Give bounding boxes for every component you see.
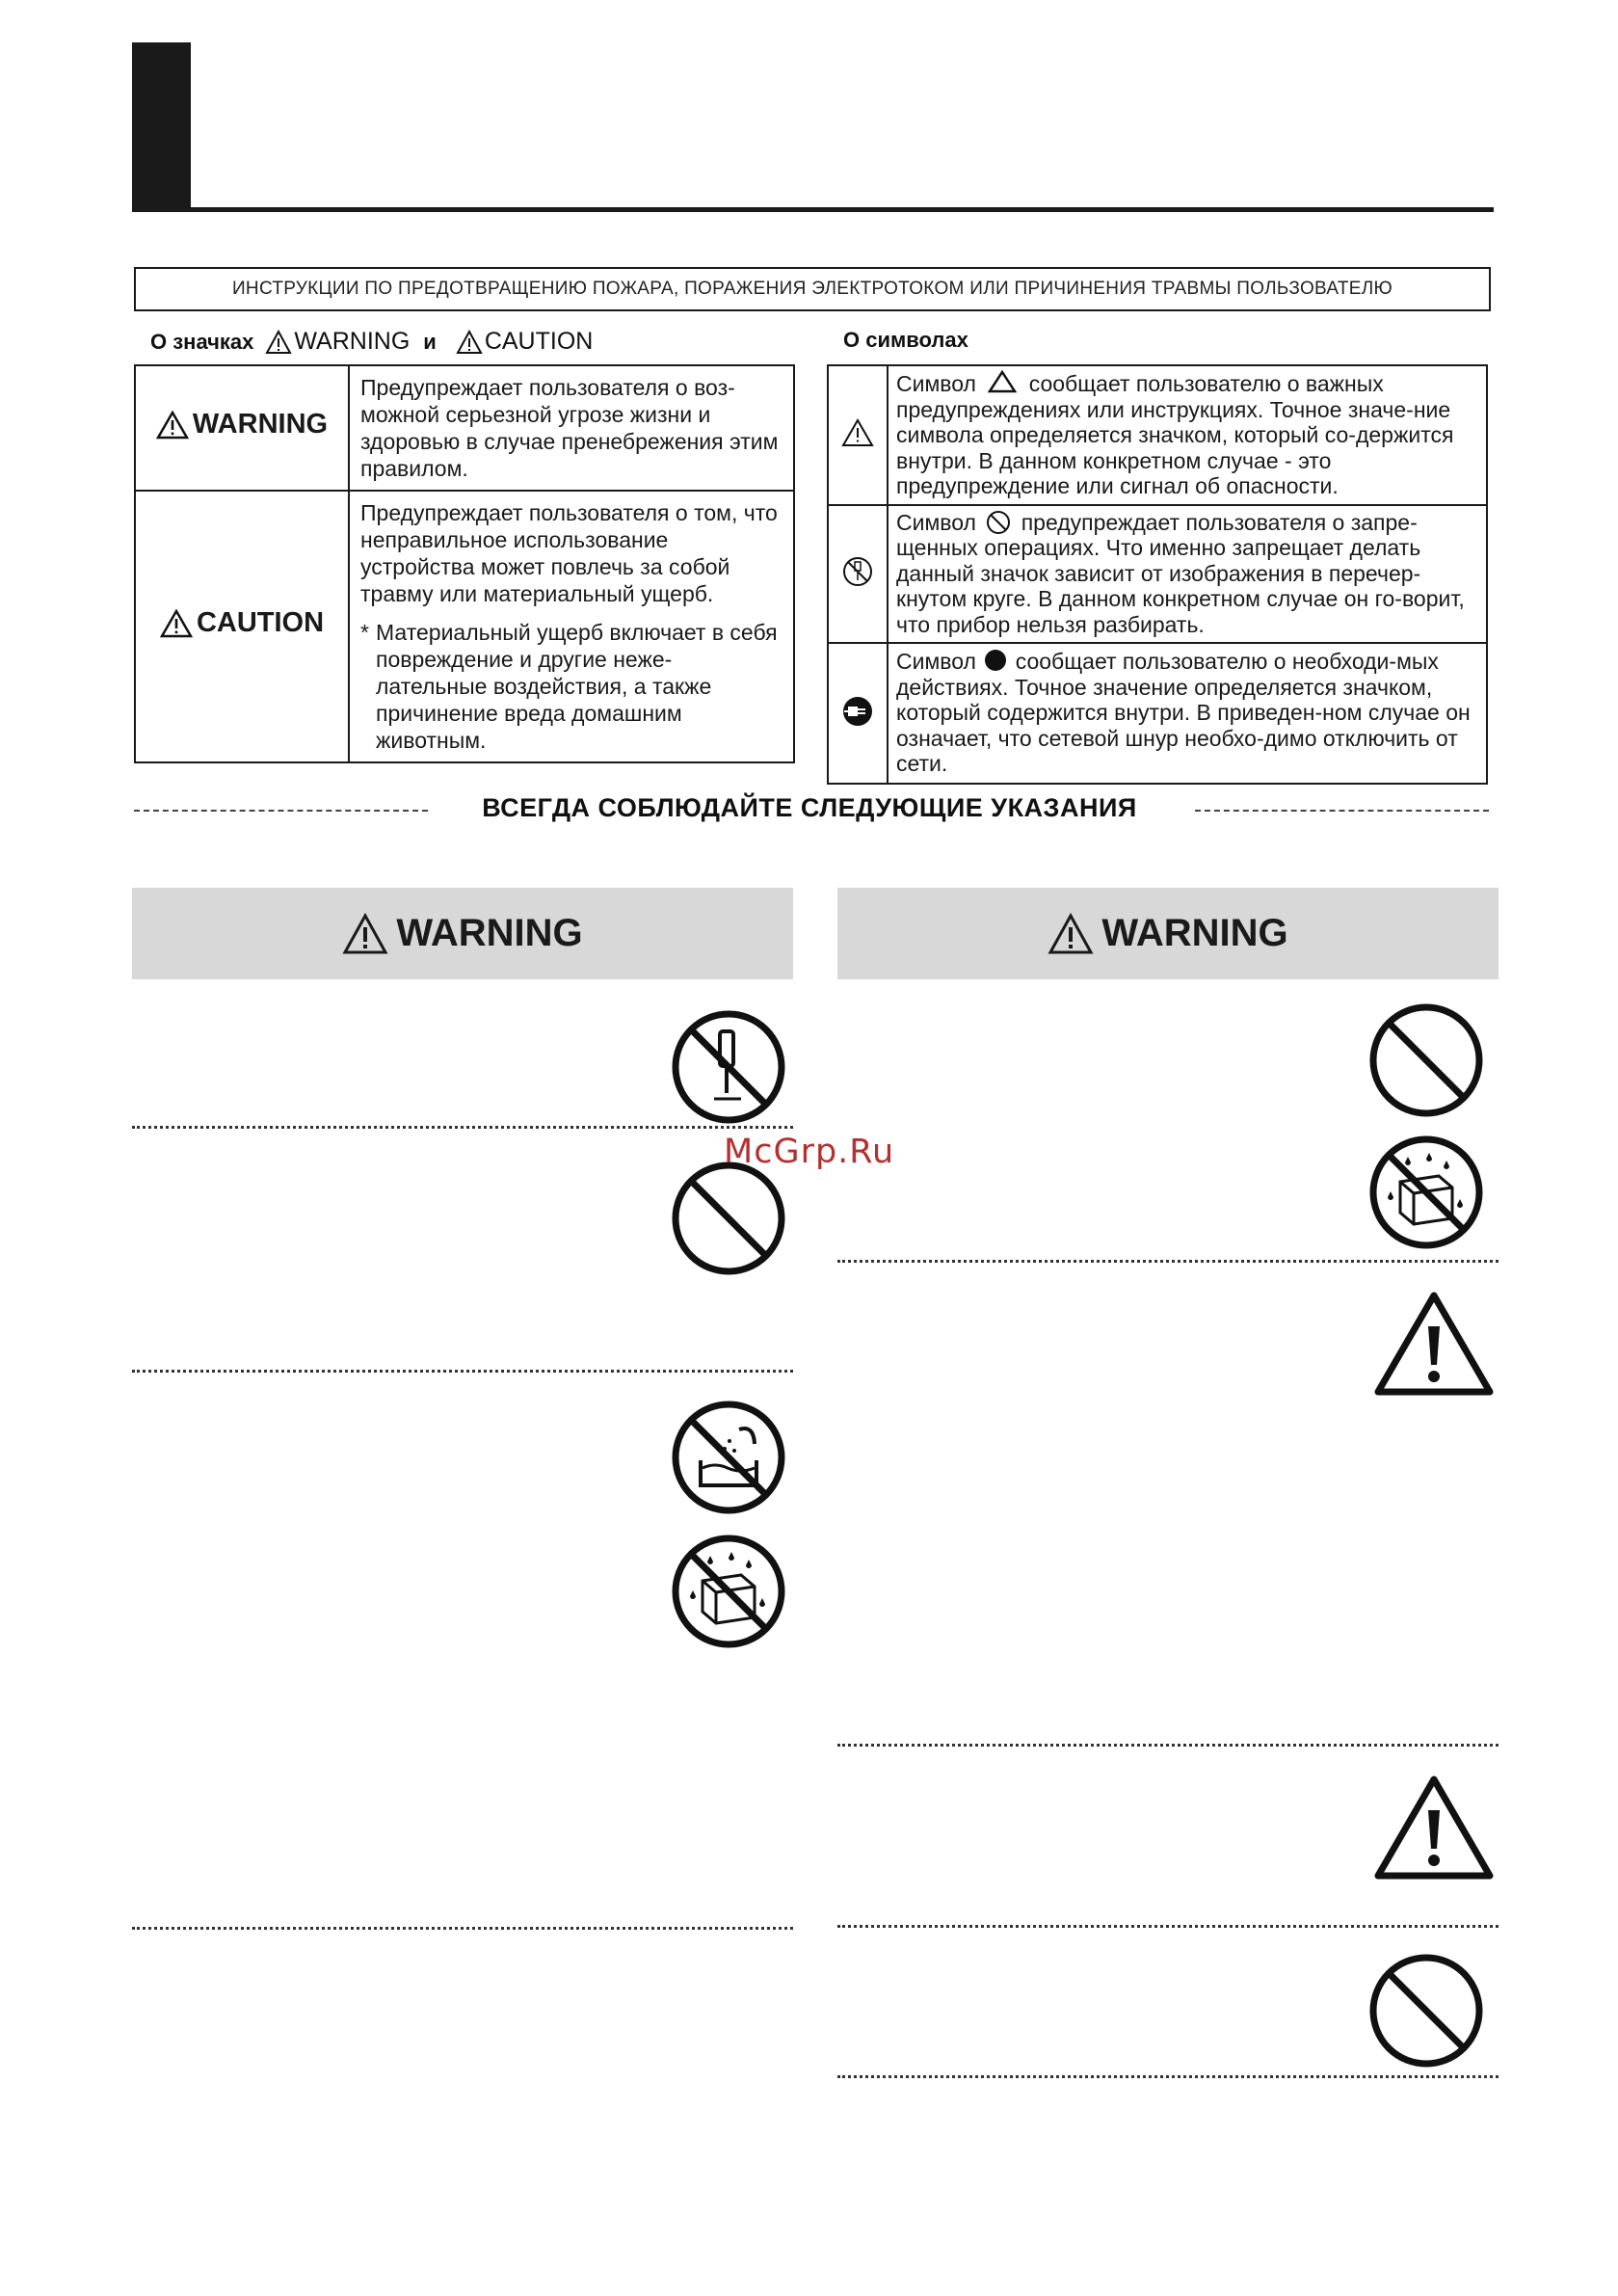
symbol-icon-cell — [828, 643, 888, 784]
prohibition-icon — [672, 1161, 785, 1275]
separator — [837, 1260, 1499, 1263]
no-liquid-on-device-icon — [672, 1535, 785, 1648]
right-warning-header — [837, 888, 1499, 979]
symbol-icon-cell — [828, 365, 888, 505]
triangle-outline-icon — [988, 370, 1017, 393]
symbol-text: сообщает пользователю о важных предупреждениях или инструкциях. Точное значе-ние символа определяется значком, который со-держится внутри. В данном конкретном случае - это предупреждение или сигнал об опасности. — [896, 371, 1454, 498]
right-warning-label: WARNING — [1101, 912, 1288, 954]
caution-note — [360, 619, 782, 754]
symbols-heading — [843, 328, 968, 353]
caution-description-cell — [349, 491, 794, 762]
separator — [132, 1370, 793, 1373]
warning-label: WARNING — [192, 409, 329, 441]
left-warning-header — [132, 888, 793, 979]
signs-heading-conj: и — [423, 329, 437, 354]
symbol-description — [888, 505, 1487, 644]
prohibition-disassemble-icon — [841, 555, 874, 588]
symbol-prefix: Символ — [896, 509, 976, 535]
no-water-bath-icon — [672, 1401, 785, 1514]
warning-triangle-icon — [841, 418, 874, 447]
watermark: McGrp.Ru — [724, 1133, 895, 1171]
signs-heading-caution: CAUTION — [484, 328, 594, 355]
caution-description: Предупреждает пользователя о том, что неправильное использование устройства может повлечь за собой травму или материальный ущерб. — [360, 500, 778, 606]
symbol-prefix: Символ — [896, 649, 976, 675]
warning-triangle-icon — [342, 913, 388, 955]
symbol-text: предупреждает пользователя о запре-щенных операциях. Что именно запрещает делать данный значок зависит от изображения в перечер-кнутом круге. В данном конкретном случае он го-ворит, что прибор нельзя разбирать. — [896, 509, 1465, 637]
prohibition-icon — [1369, 1954, 1483, 2068]
warning-triangle-icon — [1048, 913, 1094, 955]
warning-triangle-icon — [156, 411, 189, 440]
safety-banner: ИНСТРУКЦИИ ПО ПРЕДОТВРАЩЕНИЮ ПОЖАРА, ПОРАЖЕНИЯ ЭЛЕКТРОТОКОМ ИЛИ ПРИЧИНЕНИЯ ТРАВМЫ ПОЛЬЗОВАТЕЛЮ — [134, 267, 1491, 311]
warning-triangle-icon — [265, 330, 292, 355]
separator — [837, 1925, 1499, 1928]
header-black-block — [132, 42, 191, 212]
prohibition-icon — [1369, 1003, 1483, 1117]
symbol-row — [828, 365, 1487, 505]
symbol-row — [828, 643, 1487, 784]
separator — [837, 2075, 1499, 2078]
warning-description: Предупреждает пользователя о воз-можной серьезной угрозе жизни и здоровью в случае пренебрежения этим правилом. — [349, 365, 794, 491]
signs-heading — [150, 328, 606, 356]
warning-row — [135, 365, 794, 491]
prohibition-circle-icon — [986, 510, 1011, 535]
symbol-prefix: Символ — [896, 371, 976, 396]
separator — [132, 1927, 793, 1930]
left-warning-label: WARNING — [396, 912, 583, 954]
no-liquid-on-device-icon — [1369, 1135, 1483, 1249]
caution-label: CAUTION — [196, 607, 325, 639]
unplug-icon — [842, 696, 873, 727]
caution-note-text: Материальный ущерб включает в себя повреждение и другие неже-лательные воздействия, а также причинение вреда домашним животным. — [376, 620, 778, 753]
header-rule — [132, 207, 1494, 212]
always-dash-right — [1195, 810, 1489, 812]
warning-label-cell — [135, 365, 349, 491]
warning-triangle-icon — [1372, 1774, 1496, 1882]
symbol-description — [888, 365, 1487, 505]
always-heading: ВСЕГДА СОБЛЮДАЙТЕ СЛЕДУЮЩИЕ УКАЗАНИЯ — [482, 793, 1137, 822]
no-disassemble-icon — [672, 1010, 785, 1124]
symbols-heading-text: О символах — [843, 328, 968, 352]
separator — [132, 1126, 793, 1129]
caution-row — [135, 491, 794, 762]
note-star: * — [360, 620, 369, 645]
symbol-description — [888, 643, 1487, 784]
symbol-row — [828, 505, 1487, 644]
signs-heading-warning: WARNING — [294, 328, 411, 355]
caution-label-cell — [135, 491, 349, 762]
signs-heading-text: О значках — [150, 329, 254, 354]
always-dash-left — [134, 810, 428, 812]
warning-triangle-icon — [1372, 1290, 1496, 1398]
symbols-table — [827, 364, 1488, 785]
symbol-icon-cell — [828, 505, 888, 644]
signs-table — [134, 364, 795, 763]
separator — [837, 1744, 1499, 1747]
filled-circle-icon — [984, 649, 1007, 672]
caution-triangle-icon — [456, 330, 483, 355]
caution-triangle-icon — [160, 609, 193, 638]
symbol-text: сообщает пользователю о необходи-мых действиях. Точное значение определяется значком, который содержится внутри. В приведен-ном случае он означает, что сетевой шнур необхо-димо отключить от сети. — [896, 649, 1471, 777]
